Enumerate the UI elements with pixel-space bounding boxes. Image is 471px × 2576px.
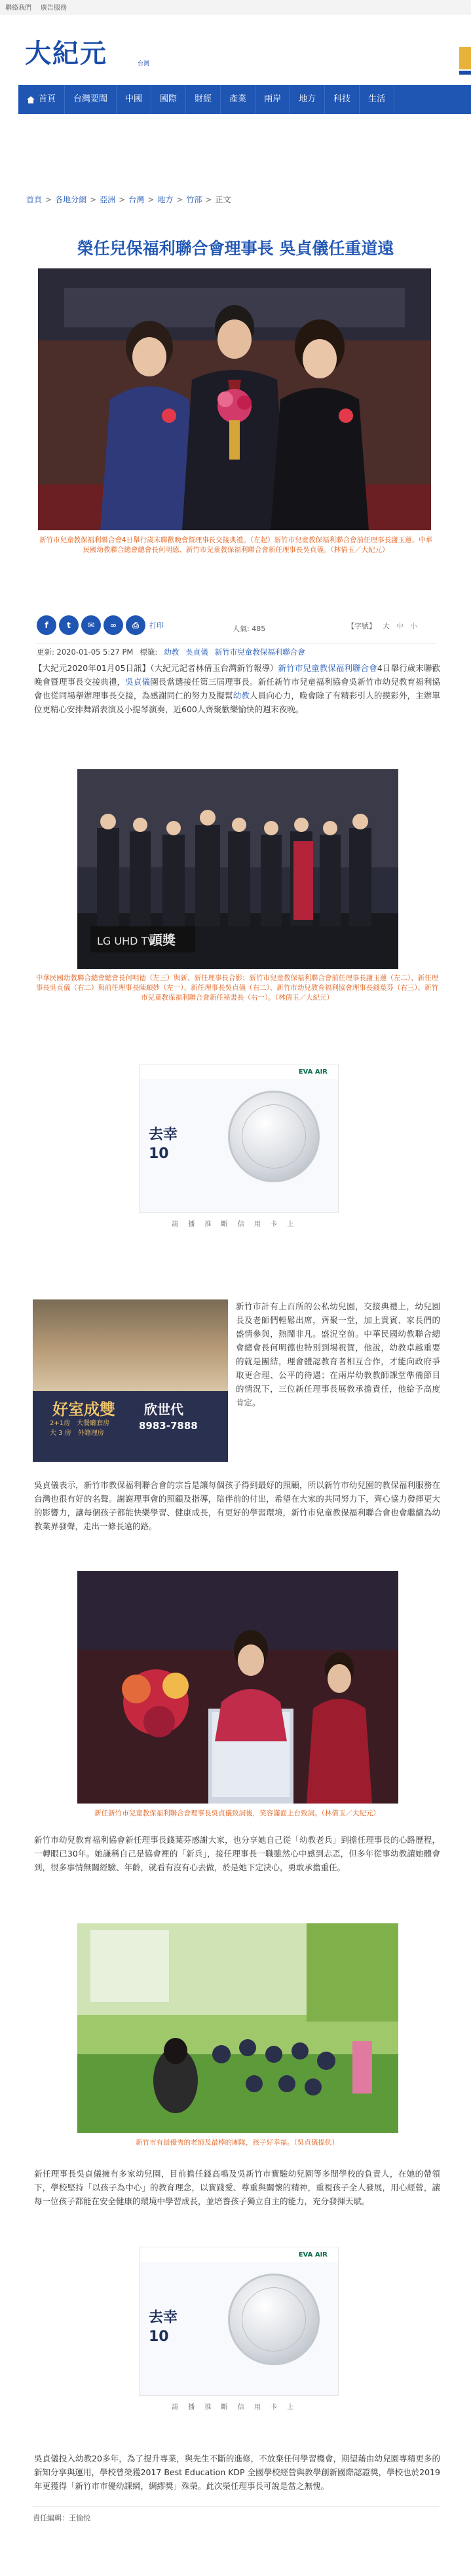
nav-item-international[interactable]: 國際 (151, 85, 186, 114)
article-title: 榮任兒保福利聯合會理事長 吳貞儀任重道遠 (77, 239, 394, 258)
email-icon: ✉ (87, 621, 95, 630)
promo-sub-line: 大 3 房 外籍理房 (50, 1430, 104, 1437)
article-photo-group (77, 769, 398, 969)
promo-left-title: 好室成雙 (52, 1400, 115, 1419)
breadcrumb-separator: > (90, 194, 97, 204)
breadcrumb-home[interactable]: 首頁 (26, 195, 43, 204)
ad-brand: EVA AIR (298, 1068, 328, 1076)
breadcrumb-regional[interactable]: 各地分網 (55, 195, 87, 204)
nav-item-industry[interactable]: 產業 (221, 85, 255, 114)
promo-phone: 8983-7888 (139, 1420, 198, 1432)
nav-item-label: 首頁 (39, 94, 56, 104)
breadcrumb-separator: > (205, 194, 212, 204)
tag-link-inline[interactable]: 幼教 (233, 691, 250, 700)
advertisement-banner[interactable] (139, 2247, 339, 2396)
site-logo[interactable]: 大紀元 (25, 38, 107, 69)
ad-footer-text: 請 播 推 斷 信 用 卡 上 (172, 2404, 298, 2411)
tag-link[interactable]: 吳貞儀 (185, 647, 208, 657)
top-utility-bar (0, 0, 471, 14)
promo-room-image (33, 1299, 228, 1391)
nav-item-finance[interactable]: 財經 (186, 85, 221, 114)
ad-number: 10 (149, 1146, 169, 1162)
photo-caption-children: 新竹市有最優秀的老師及最棒的團隊，孩子好幸福。（吳貞儀提供） (136, 2139, 339, 2147)
breadcrumb-asia[interactable]: 亞洲 (100, 195, 116, 204)
body-text: 人員向心力，晚會除了有精彩引人的摸彩外，主辦單位更精心安排舞蹈表演及小提琴演奏，近600人齊聚歡樂愉快的週末夜晚。 (34, 691, 440, 714)
view-count: 人氣: 485 (233, 625, 266, 633)
ad-slogan: 去幸 (149, 2310, 178, 2326)
updated-time: 更新: 2020-01-05 5:27 PM (37, 647, 134, 657)
housing-promo-ad[interactable] (33, 1299, 228, 1462)
share-toolbar (37, 615, 164, 635)
article-paragraph: 吳貞儀投入幼教20多年，為了提升專業，與先生不斷的進修，不放棄任何學習機會，期望藉由幼兒園專精更多的新知分享與運用，學校曾榮獲2017 Best Education KDP 全國學校經營與教學創新國際認證獎，學校也於2019年更獲得「新竹市市優幼課綱，綢繆獎」殊榮。此次榮任理事長可說是當之無愧。 (34, 2454, 440, 2491)
facebook-share-button[interactable] (37, 615, 56, 635)
font-size-small-button[interactable]: 小 (410, 622, 417, 630)
ad-service-link[interactable]: 廣告服務 (41, 5, 67, 12)
article-photo-ceremony (38, 268, 431, 530)
lead-text: 【大紀元2020年01月05日訊】（大紀元記者林倩玉台灣新竹報導） (34, 663, 278, 673)
editor-credit: 責任編輯：王愉悦 (33, 2514, 90, 2522)
nav-item-cross-strait[interactable]: 兩岸 (255, 85, 290, 114)
breadcrumb-separator: > (119, 194, 126, 204)
print-icon: ⎙ (132, 620, 139, 630)
article-meta (37, 644, 436, 657)
font-size-control (347, 621, 417, 631)
photo-caption-speech: 新任新竹市兒童教保福利聯合會理事長吳貞儀致詞後，笑容滿面上台致詞。（林倩玉／大紀元） (94, 1809, 380, 1817)
article-photo-speech (77, 1571, 398, 1804)
article-paragraph: 新竹市計有上百所的公私幼兒園，交接典禮上，幼兒園長及老師們輕鬆出席，齊聚一堂，加上貴賓、家長們的盛情參與，熱鬧非凡。盛況空前。中華民國幼教聯合總會總會長何明德也特別到場祝賀，他說，幼教卓越重要的就是團結，理會體認教育者相互合作，才能向政府爭取更合理、公平的待遇；在兩岸幼教教師課堂準備節目的情況下，三位新任理事長展教承擔責任，他給予高度肯定。 (236, 1301, 440, 1407)
header-badge-bar (459, 71, 471, 75)
promo-sub-line: 2+1房 大餐廳套房 (50, 1420, 110, 1427)
tags-label: 標籤: (140, 647, 158, 657)
font-size-large-button[interactable]: 大 (383, 622, 390, 630)
photo-group-graphic (77, 769, 398, 969)
ad-slogan: 去幸 (149, 1127, 178, 1143)
nav-item-home[interactable] (18, 85, 65, 114)
facebook-icon: f (45, 621, 48, 630)
footer-divider (33, 2506, 439, 2507)
coin-graphic (228, 2274, 320, 2365)
ad-brand: EVA AIR (298, 2251, 328, 2259)
photo-caption-ceremony: 新竹市兒童教保福利聯合會4日舉行歲末聯歡晚會暨理事長交接典禮。（左起）新竹市兒童教保福利聯合會前任理事長謝玉蓮、中華民國幼教聯合總會總會長何明德、新竹市兒童教保福利聯合會新任理事長吳貞儀。（林倩玉／大紀元） (39, 536, 432, 554)
person-link[interactable]: 吳貞儀 (125, 677, 151, 687)
ad-number: 10 (149, 2329, 169, 2345)
header-badge[interactable] (459, 47, 471, 69)
font-size-medium-button[interactable]: 中 (396, 622, 404, 630)
breadcrumb-taiwan[interactable]: 台灣 (128, 195, 145, 204)
body-text: 園長當選接任第三屆理事長。新任新竹市兒童福利協會吳新竹市幼兒教育福利協會也從同場舉辦理事長交接，為感謝同仁的努力及擬幫 (34, 677, 440, 700)
breadcrumb-local[interactable]: 地方 (157, 195, 174, 204)
breadcrumb-separator: > (45, 194, 52, 204)
article-paragraph: 新任理事長吳貞儀擁有多家幼兒園，目前擔任錢高鳴及吳新竹市實驗幼兒園等多間學校的負責人，在她的帶領下，學校堅持「以孩子為中心」的教育理念，以實踐愛、尊重與關懷的精神，重視孩子全人發展，用心經營，讓每一位孩子都能在安全健康的環境中學習成長，並培養孩子獨立自主的能力，充分發揮天賦。 (34, 2169, 440, 2206)
photo-ceremony-graphic (38, 268, 431, 530)
nav-item-life[interactable]: 生活 (360, 85, 394, 114)
article-photo-children (77, 1923, 398, 2133)
nav-item-local[interactable]: 地方 (290, 85, 325, 114)
link-icon: ∞ (110, 621, 117, 630)
photo-speech-graphic (77, 1571, 398, 1804)
region-label: 台灣 (138, 61, 150, 67)
coin-graphic (228, 1091, 320, 1182)
coin-ring (242, 2287, 306, 2351)
photo-caption-group: 中華民國幼教聯合總會總會長何明德（左三）與新、新任理事長合影；新竹市兒童教保福利聯合會前任理事長謝玉蓮（左二）、新任理事長吳貞儀（右二）與前任理事長陳順妙（左一）、新任理事長吳貞儀（右二）、新竹市幼兒教育福利協會理事長錢葉芬（右三）、新竹市兒童教保福利聯合會新任秘書長（右一）。（林倩玉／大紀元） (35, 974, 439, 1002)
breadcrumb (26, 194, 231, 205)
twitter-icon: t (67, 621, 71, 630)
tag-link[interactable]: 幼教 (164, 647, 179, 657)
home-icon (27, 96, 35, 103)
tag-link[interactable]: 新竹市兒童教保福利聯合會 (214, 647, 305, 657)
org-link[interactable]: 新竹市兒童教保福利聯合會 (278, 663, 377, 673)
breadcrumb-separator: > (176, 194, 183, 204)
promo-right-title: 欣世代 (144, 1402, 183, 1417)
site-header (0, 14, 471, 72)
font-size-label: 【字號】 (347, 622, 376, 630)
contact-link[interactable]: 聯絡我們 (5, 5, 31, 12)
svg-text:LG UHD TV: LG UHD TV (97, 935, 155, 947)
breadcrumb-separator: > (147, 194, 155, 204)
article-paragraph: 吳貞儀表示，新竹市教保福利聯合會的宗旨是讓每個孩子得到最好的照顧，所以新竹市幼兒園的教保福利服務在台灣也很有好的名聲。謝謝理事會的照顧及指導，陪伴前的付出，希望在大家的共同努力下，齊心協力發揮更大的影響力，讓每個孩子都能快樂學習、健康成長，有更好的學習環境，新竹市兒童教保福利聯合會也會繼續為幼教業界發聲，走出一條長遠的路。 (34, 1480, 440, 1531)
link-share-button[interactable] (104, 615, 123, 635)
main-nav (18, 85, 471, 114)
nav-item-tech[interactable]: 科技 (325, 85, 360, 114)
body-text: 4日舉行歲末聯歡晚會暨理事長交接典禮， (34, 663, 440, 687)
breadcrumb-current: 正文 (215, 195, 231, 204)
article-paragraph: 新竹市幼兒教育福利協會新任理事長錢葉芬感謝大家，也分享她自己從「幼教老兵」到擔任理事長的心路歷程，一轉眼已30年。她謙稱自己是協會裡的「新兵」，接任理事長一職雖然心中感到忐忑，但多年從事幼教讓她體會到，很多事情無關經驗、年齡，就看有沒有心去做，於是她下定決心，勇敢承擔重任。 (34, 1835, 440, 1872)
print-label[interactable]: 打印 (149, 621, 164, 630)
svg-text:頭獎: 頭獎 (149, 932, 176, 948)
photo-children-graphic (77, 1923, 398, 2133)
advertisement-banner[interactable] (139, 1064, 339, 1213)
coin-ring (242, 1104, 306, 1169)
nav-item-china[interactable]: 中國 (117, 85, 151, 114)
article-paragraph (34, 661, 440, 716)
breadcrumb-hsinchu[interactable]: 竹部 (186, 195, 202, 204)
print-button[interactable] (126, 615, 145, 635)
nav-item-taiwan-news[interactable]: 台灣要聞 (65, 85, 117, 114)
promo-sub (50, 1419, 109, 1438)
email-share-button[interactable] (81, 615, 101, 635)
ad-footer-text: 請 播 推 斷 信 用 卡 上 (172, 1221, 298, 1228)
twitter-share-button[interactable] (59, 615, 79, 635)
